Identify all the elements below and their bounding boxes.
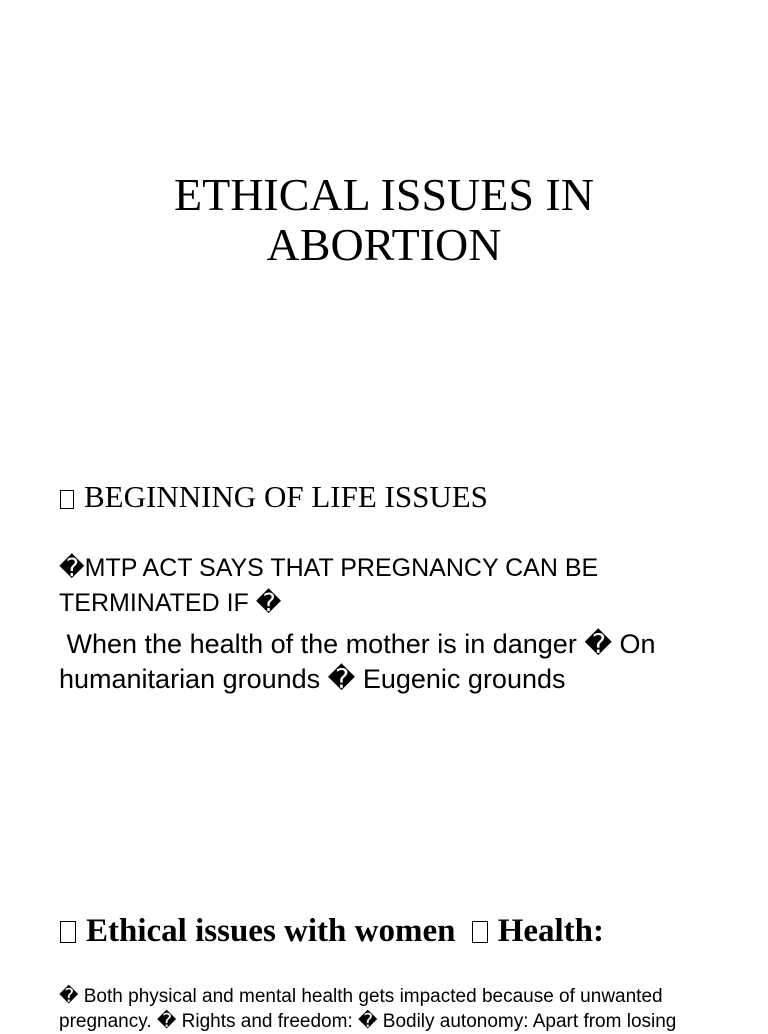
- mtp-act-paragraph: [59, 551, 739, 621]
- mtp-act-line-1: �MTP ACT SAYS THAT PREGNANCY CAN BE: [59, 554, 599, 582]
- section-heading-ethical-issues-women: [60, 910, 604, 952]
- termination-conditions-paragraph: [59, 627, 749, 697]
- checkbox-bullet-icon: [472, 921, 488, 943]
- section-heading-beginning-of-life: [60, 478, 488, 516]
- health-rights-line-1: � Both physical and mental health gets impacted because of unwanted: [59, 986, 663, 1007]
- checkbox-bullet-icon: [60, 921, 76, 943]
- mtp-act-line-2: TERMINATED IF �: [59, 589, 282, 617]
- page-title-line-1: ETHICAL ISSUES IN: [174, 169, 594, 220]
- checkbox-bullet-icon: [60, 490, 74, 509]
- section-heading-text: Ethical issues with women: [86, 913, 456, 949]
- page-title: [0, 170, 768, 270]
- health-rights-line-2: pregnancy. � Rights and freedom: � Bodily autonomy: Apart from losing: [59, 1011, 677, 1032]
- conditions-line-1: When the health of the mother is in danger � On: [59, 629, 656, 659]
- section-heading-text: BEGINNING OF LIFE ISSUES: [84, 479, 488, 514]
- health-rights-paragraph: [59, 984, 768, 1034]
- page-title-line-2: ABORTION: [266, 219, 502, 270]
- section-subheading-health: Health:: [497, 913, 605, 949]
- conditions-line-2: humanitarian grounds � Eugenic grounds: [59, 664, 566, 694]
